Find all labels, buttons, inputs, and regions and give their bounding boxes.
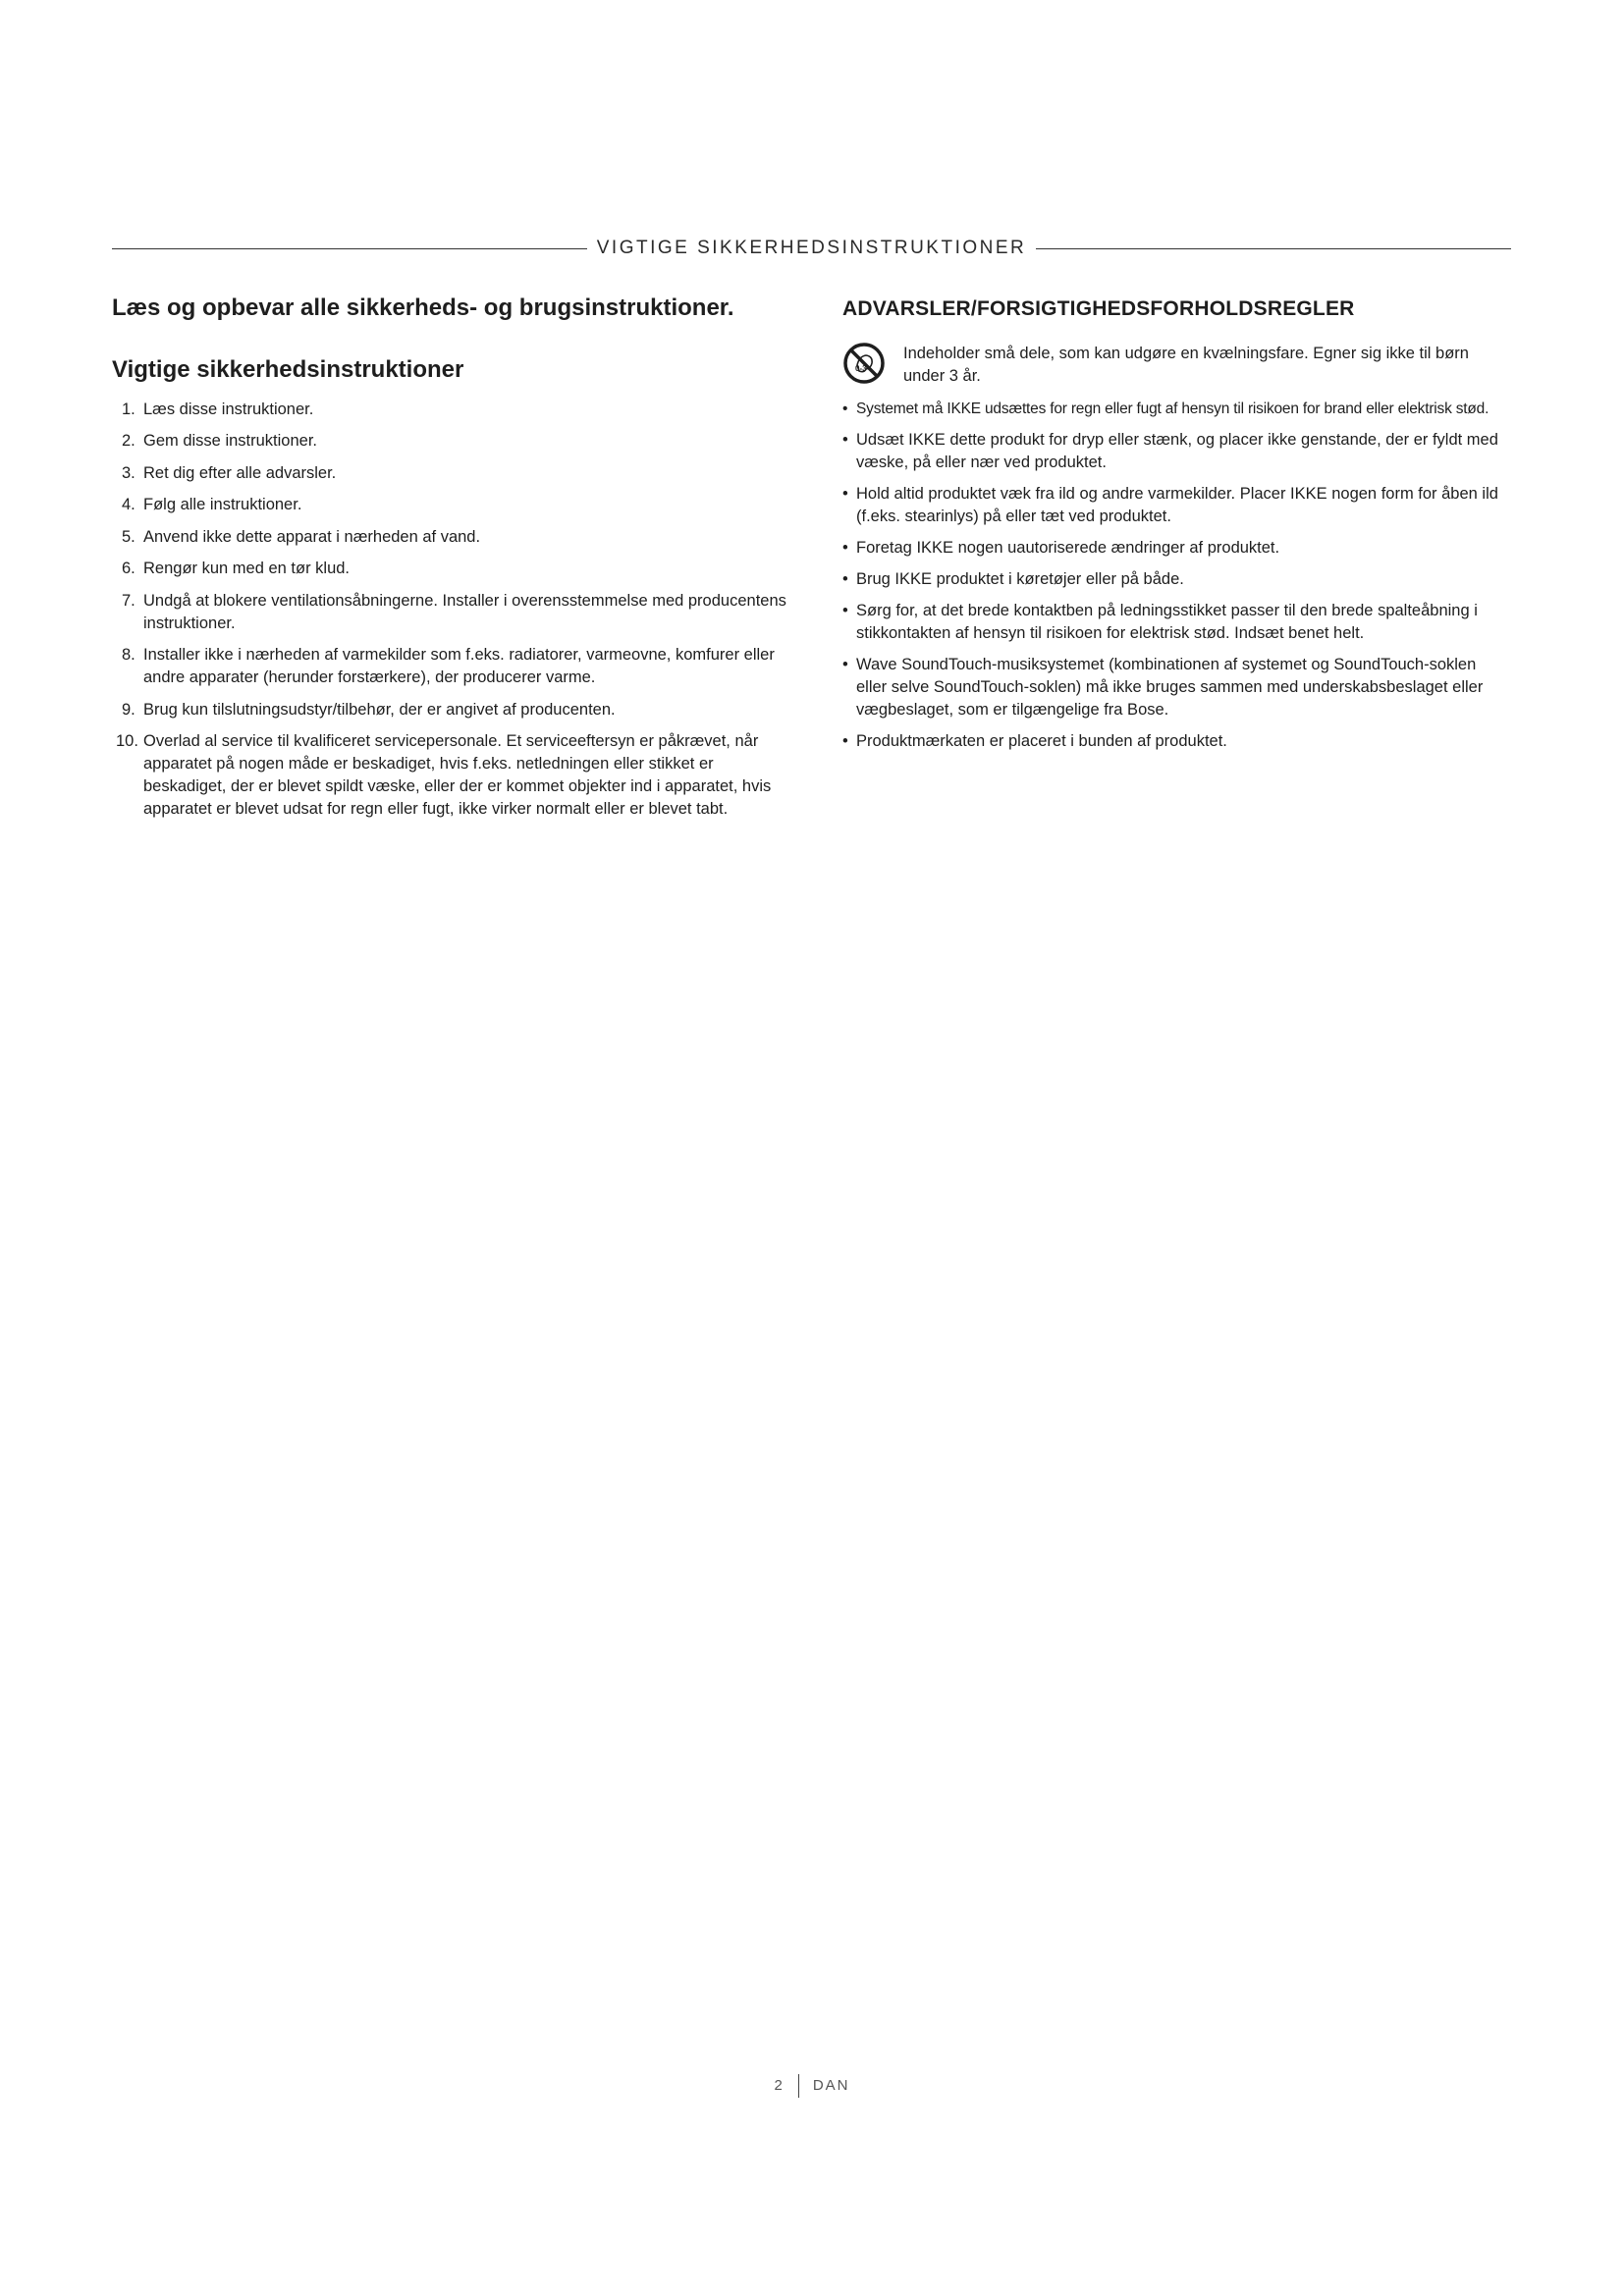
warning-item [842,398,1510,420]
warning-item [842,568,1510,591]
bullet: • [842,485,848,503]
warning-text: Systemet må IKKE udsættes for regn eller fugt af hensyn til risikoen for brand eller elektrisk stød. [856,400,1489,417]
instruction-item [112,399,789,421]
bullet: • [842,400,848,417]
item-text: Brug kun tilslutningsudstyr/tilbehør, der er angivet af producenten. [143,700,616,719]
warning-item [842,600,1510,645]
section-title: VIGTIGE SIKKERHEDSINSTRUKTIONER [596,238,1027,258]
instruction-item [112,462,789,485]
item-text: Følg alle instruktioner. [143,496,302,514]
warning-text: Brug IKKE produktet i køretøjer eller på både. [856,570,1184,588]
item-number: 4. [122,496,135,514]
instruction-item [112,730,789,821]
instructions-list [112,399,789,822]
instruction-item [112,590,789,635]
bullet: • [842,656,848,673]
item-number: 2. [122,432,135,451]
item-number: 5. [122,527,135,546]
warning-item [842,483,1510,528]
instruction-item [112,526,789,549]
instruction-item [112,699,789,721]
main-heading: Læs og opbevar alle sikkerheds- og brugsinstruktioner. [112,294,734,321]
item-text: Anvend ikke dette apparat i nærheden af vand. [143,527,481,546]
right-column [842,294,1510,762]
item-number: 1. [122,400,135,418]
warnings-list [842,398,1510,753]
bullet: • [842,602,848,619]
item-text: Ret dig efter alle advarsler. [143,463,337,482]
header-rule-right [1036,248,1511,249]
choke-hazard-icon [842,342,886,385]
warning-text: Udsæt IKKE dette produkt for dryp eller stænk, og placer ikke genstande, der er fyldt med væske, på eller nær ved produktet. [856,431,1498,471]
page-number: 2 [774,2076,785,2094]
item-number: 7. [122,591,135,610]
item-number: 6. [122,560,135,578]
page-footer [0,2074,1624,2098]
bullet: • [842,539,848,557]
left-column [112,294,789,830]
instruction-item [112,494,789,516]
warning-item [842,730,1510,753]
choke-hazard-text: Indeholder små dele, som kan udgøre en kvælningsfare. Egner sig ikke til børn under 3 år. [903,345,1469,385]
item-text: Overlad al service til kvalificeret servicepersonale. Et serviceeftersyn er påkrævet, når apparatet på nogen måde er beskadiget, hvis f.eks. netledningen eller stikket er beskadiget, der er blevet spildt væske, eller der er kommet objekter ind i apparatet, hvis apparatet er blevet udsat for regn eller fugt, ikke virker normalt eller er blevet tabt. [143,732,772,819]
item-text: Rengør kun med en tør klud. [143,560,351,578]
footer-separator [798,2074,799,2098]
bullet: • [842,732,848,750]
instruction-item [112,430,789,453]
warning-item [842,654,1510,721]
warning-item [842,429,1510,474]
warning-text: Wave SoundTouch-musiksystemet (kombinationen af systemet og SoundTouch-soklen eller selve SoundTouch-soklen) må ikke bruges sammen med underskabsbeslaget eller vægbeslaget, som er tilgængelige fra Bose. [856,656,1484,719]
warning-item [842,537,1510,560]
warning-text: Sørg for, at det brede kontaktben på ledningsstikket passer til den brede spalteåbning i stikkontakten af hensyn til risikoen for elektrisk stød. Indsæt benet helt. [856,602,1478,642]
item-number: 9. [122,700,135,719]
bullet: • [842,570,848,588]
warning-text: Produktmærkaten er placeret i bunden af produktet. [856,732,1227,750]
choke-hazard-notice [842,343,1510,388]
language-code: DAN [812,2076,850,2094]
bullet: • [842,431,848,449]
item-number: 8. [122,646,135,665]
instructions-heading: Vigtige sikkerhedsinstruktioner [112,355,464,383]
instruction-item [112,644,789,689]
instruction-item [112,558,789,580]
header-rule-left [112,248,587,249]
item-text: Læs disse instruktioner. [143,400,314,418]
choke-age-label: 0-3 [855,364,867,373]
warning-text: Hold altid produktet væk fra ild og andre varmekilder. Placer IKKE nogen form for åben ild (f.eks. stearinlys) på eller tæt ved produktet. [856,485,1498,525]
item-text: Undgå at blokere ventilationsåbningerne. Installer i overensstemmelse med producentens instruktioner. [143,591,786,632]
item-number: 3. [122,463,135,482]
item-number: 10. [116,732,138,751]
section-header [112,236,1511,261]
warning-text: Foretag IKKE nogen uautoriserede ændringer af produktet. [856,539,1280,557]
item-text: Gem disse instruktioner. [143,432,317,451]
warnings-heading: ADVARSLER/FORSIGTIGHEDSFORHOLDSREGLER [842,297,1355,320]
item-text: Installer ikke i nærheden af varmekilder som f.eks. radiatorer, varmeovne, komfurer eller andre apparater (herunder forstærkere), der producerer varme. [143,646,775,687]
